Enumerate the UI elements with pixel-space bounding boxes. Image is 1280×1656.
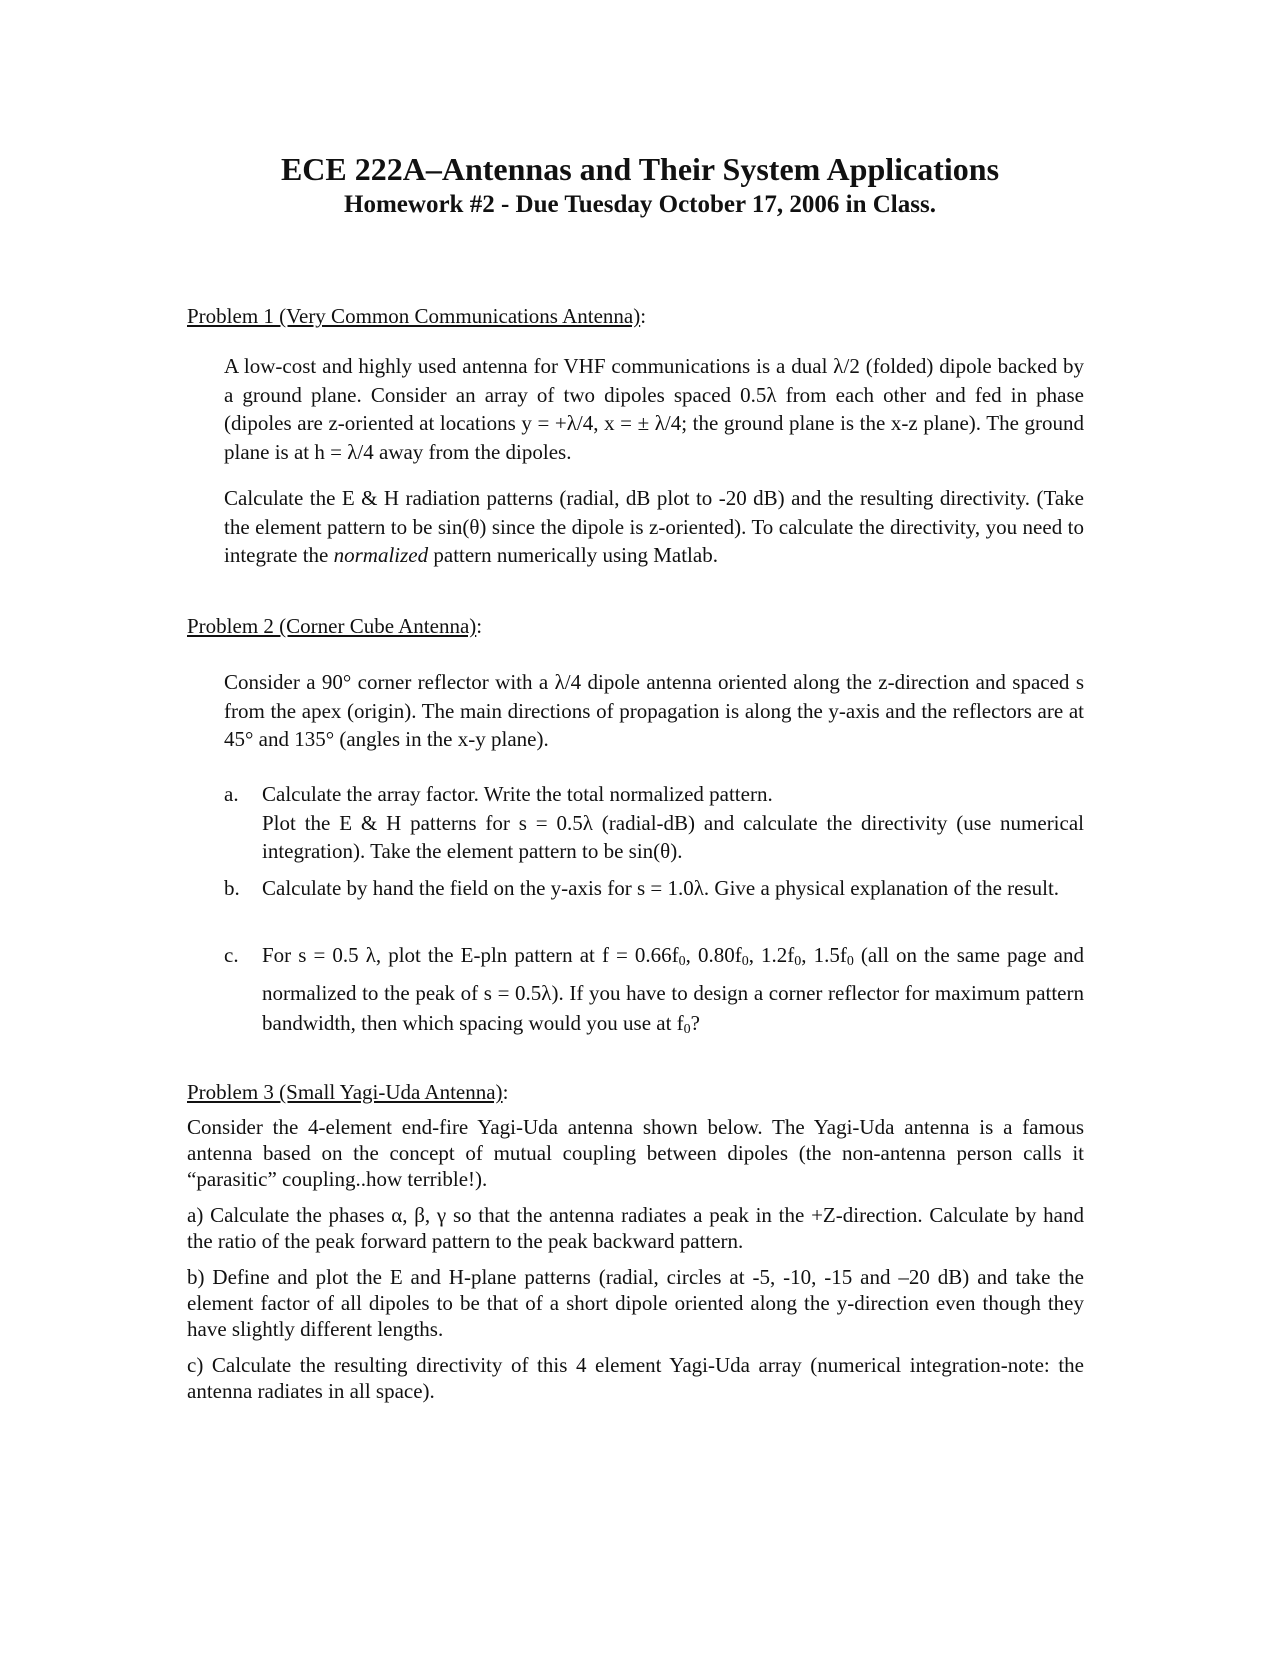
problem-2-heading-colon: : bbox=[476, 614, 483, 638]
problem-1-heading-text: Problem 1 (Very Common Communications Antenna) bbox=[187, 304, 641, 328]
problem-3-heading-colon: : bbox=[502, 1080, 509, 1104]
problem-3-heading bbox=[187, 1080, 508, 1105]
problem-1-paragraph-2 bbox=[224, 484, 1084, 570]
part-a-line-2: Plot the E & H patterns for s = 0.5λ (radial-dB) and calculate the directivity (use numerical integration). Take the element pattern to be sin(θ). bbox=[262, 810, 1084, 863]
f0-subscript: 0 bbox=[846, 954, 854, 969]
page-title: ECE 222A–Antennas and Their System Applications bbox=[280, 151, 1000, 187]
page-subtitle: Homework #2 - Due Tuesday October 17, 2006 in Class. bbox=[344, 191, 936, 218]
part-c-label: c. bbox=[224, 943, 239, 967]
problem-1-heading bbox=[187, 304, 646, 329]
part-c-text-3: , 1.2f bbox=[748, 943, 795, 967]
problem-2-part-c bbox=[224, 940, 1084, 1046]
problem-3-part-b: b) Define and plot the E and H-plane patterns (radial, circles at -5, -10, -15 and –20 dB) and take the element factor of all dipoles to be that of a short dipole oriented along the y-direction even though they have slightly different lengths. bbox=[187, 1265, 1084, 1341]
part-b-body: Calculate by hand the field on the y-axis for s = 1.0λ. Give a physical explanation of the result. bbox=[262, 876, 1060, 900]
problem-1-p2-end: pattern numerically using Matlab. bbox=[428, 543, 718, 567]
problem-2-heading bbox=[187, 614, 482, 639]
problem-2-heading-text: Problem 2 (Corner Cube Antenna) bbox=[187, 614, 477, 638]
part-b-label: b. bbox=[224, 876, 240, 900]
problem-1-heading-colon: : bbox=[640, 304, 647, 328]
problem-3-part-a: a) Calculate the phases α, β, γ so that the antenna radiates a peak in the +Z-direction. Calculate by hand the ratio of the peak forward pattern to the peak backward pattern. bbox=[187, 1203, 1084, 1253]
problem-2-part-a bbox=[224, 780, 1084, 866]
part-c-text-5: (all on the same page and normalized to the peak of s = 0.5λ). If you have to design a corner reflector for maximum pattern bandwidth, then which spacing would you use at f bbox=[262, 943, 1084, 1035]
part-c-text-2: , 0.80f bbox=[685, 943, 742, 967]
part-c-body bbox=[262, 940, 1084, 1046]
problem-3-intro: Consider the 4-element end-fire Yagi-Uda antenna shown below. The Yagi-Uda antenna is a famous antenna based on the concept of mutual coupling between dipoles (the non-antenna person calls it “parasitic” coupling..how terrible!). bbox=[187, 1115, 1084, 1191]
problem-2-intro: Consider a 90° corner reflector with a λ/4 dipole antenna oriented along the z-direction and spaced s from the apex (origin). The main directions of propagation is along the y-axis and the reflectors are at 45° and 135° (angles in the x-y plane). bbox=[224, 670, 1084, 751]
part-c-text-4: , 1.5f bbox=[801, 943, 847, 967]
problem-1-p2-emphasis: normalized bbox=[333, 543, 429, 567]
problem-2-part-b bbox=[224, 874, 1084, 903]
problem-3-heading-text: Problem 3 (Small Yagi-Uda Antenna) bbox=[187, 1080, 503, 1104]
problem-3-part-c: c) Calculate the resulting directivity of this 4 element Yagi-Uda array (numerical integration-note: the antenna radiates in all space). bbox=[187, 1353, 1084, 1403]
f0-subscript: 0 bbox=[683, 1022, 691, 1037]
f0-subscript: 0 bbox=[794, 954, 802, 969]
f0-subscript: 0 bbox=[678, 954, 686, 969]
title-block bbox=[0, 150, 1280, 222]
part-a-label: a. bbox=[224, 782, 239, 806]
f0-subscript: 0 bbox=[741, 954, 749, 969]
part-c-text-6: ? bbox=[690, 1011, 700, 1035]
problem-1-paragraph-1: A low-cost and highly used antenna for VHF communications is a dual λ/2 (folded) dipole backed by a ground plane. Consider an array of two dipoles spaced 0.5λ from each other and fed in phase (dipoles are z-oriented at locations y = +λ/4, x = ± λ/4; the ground plane is the x-z plane). The ground plane is at h = λ/4 away from the dipoles. bbox=[224, 354, 1084, 464]
problem-1-p2-start: Calculate the E & H radiation patterns (radial, dB plot to -20 dB) and the resulting directivity. (Take the element pattern to be sin(θ) since the dipole is z-oriented). To calculate the directivity, you need to integrate the bbox=[224, 486, 1084, 567]
part-c-text-1: For s = 0.5 λ, plot the E-pln pattern at f = 0.66f bbox=[262, 943, 679, 967]
part-a-line-1: Calculate the array factor. Write the total normalized pattern. bbox=[262, 782, 773, 806]
part-a-body bbox=[262, 780, 1084, 866]
